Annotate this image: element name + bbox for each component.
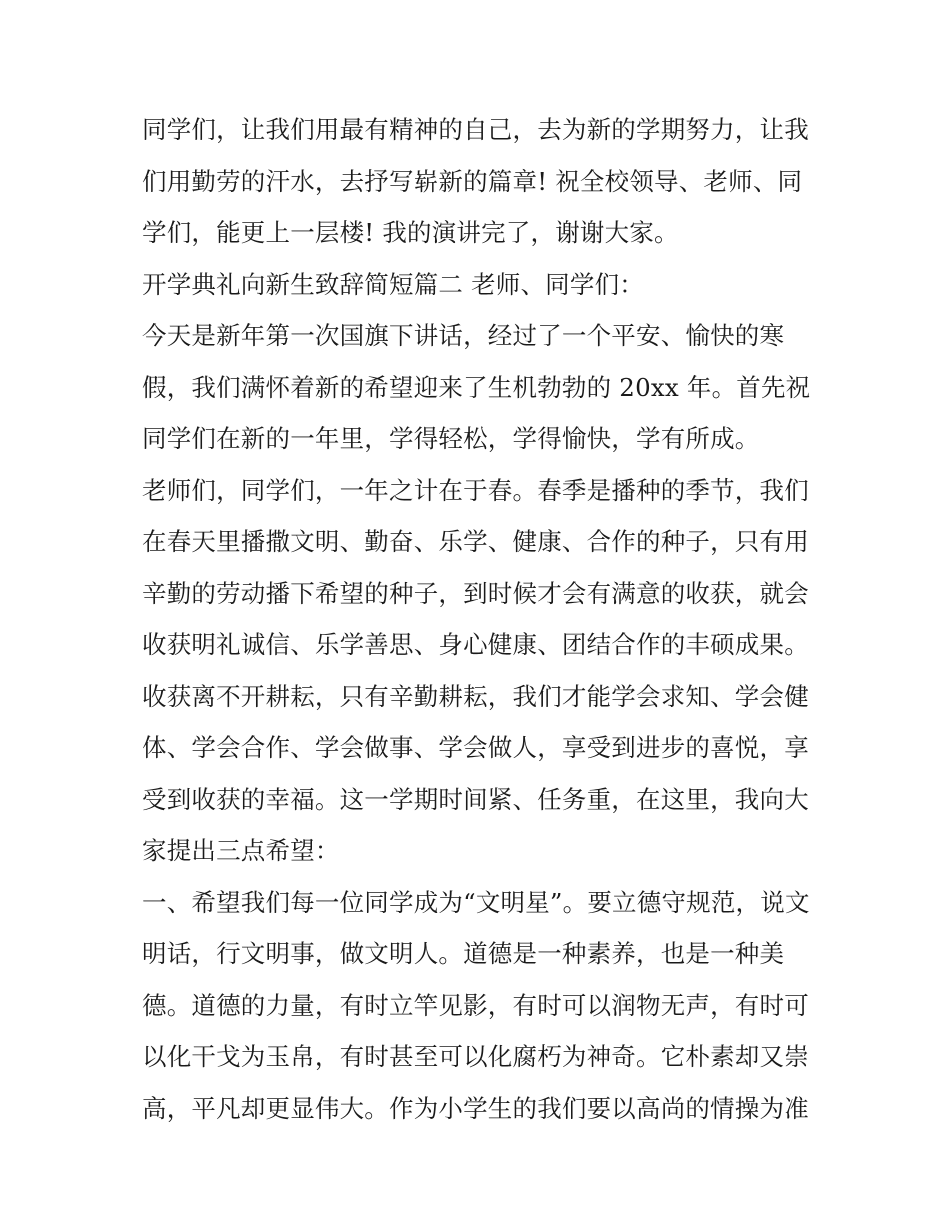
text-line: 辛勤的劳动播下希望的种子，到时候才会有满意的收获，就会 [142, 578, 809, 608]
text-line: 收获明礼诚信、乐学善思、身心健康、团结合作的丰硕成果。 [142, 630, 809, 659]
text-line: 高，平凡却更显伟大。作为小学生的我们要以高尚的情操为准 [142, 1093, 809, 1123]
text-line: 假，我们满怀着新的希望迎来了生机勃勃的 20xx 年。首先祝 [142, 372, 811, 402]
text-line: 同学们，让我们用最有精神的自己，去为新的学期努力，让我 [142, 115, 809, 144]
text-line: 们用勤劳的汗水，去抒写崭新的篇章! 祝全校领导、老师、同 [142, 166, 803, 196]
text-line: 家提出三点希望： [142, 836, 340, 865]
text-line: 明话，行文明事，做文明人。道德是一种素养，也是一种美 [142, 939, 785, 968]
text-line: 德。道德的力量，有时立竿见影，有时可以润物无声，有时可 [142, 990, 809, 1020]
text-line: 在春天里播撒文明、勤奋、乐学、健康、合作的种子，只有用 [142, 527, 809, 556]
text-line: 老师们，同学们，一年之计在于春。春季是播种的季节，我们 [142, 475, 809, 505]
text-line: 收获离不开耕耘，只有辛勤耕耘，我们才能学会求知、学会健 [142, 681, 809, 711]
text-line: 以化干戈为玉帛，有时甚至可以化腐朽为神奇。它朴素却又崇 [142, 1042, 809, 1071]
section-heading: 开学典礼向新生致辞简短篇二 老师、同学们： [142, 269, 644, 299]
text-line: 同学们在新的一年里，学得轻松，学得愉快，学有所成。 [142, 424, 760, 453]
text-line: 体、学会合作、学会做事、学会做人，享受到进步的喜悦，享 [142, 733, 809, 762]
document-body [142, 108, 822, 1138]
text-line: 学们，能更上一层楼! 我的演讲完了，谢谢大家。 [142, 218, 679, 247]
text-line: 受到收获的幸福。这一学期时间紧、任务重，在这里，我向大 [142, 784, 809, 814]
text-line: 今天是新年第一次国旗下讲话，经过了一个平安、愉快的寒 [142, 321, 785, 350]
text-line: 一、希望我们每一位同学成为“文明星”。要立德守规范，说文 [142, 887, 810, 917]
